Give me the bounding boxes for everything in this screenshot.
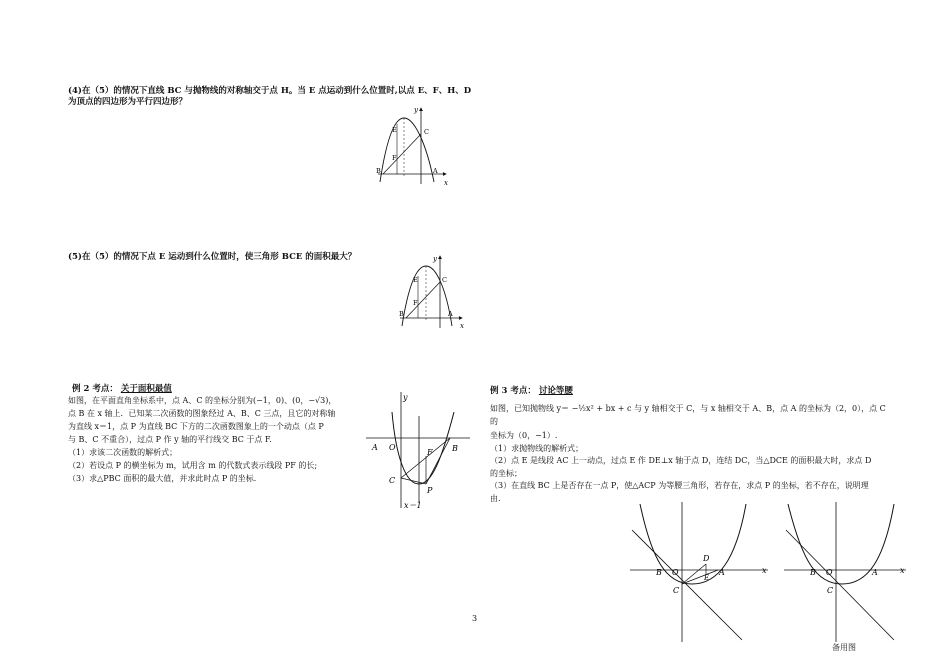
example-3-line: 的坐标；	[490, 468, 522, 478]
example-3-line: 如图，已知抛物线 y＝ −½x² + bx + c 与 y 轴相交于 C，与 x 轴相交于 A、B，点 A 的坐标为（2，0），点 C 的	[490, 404, 886, 426]
label-e: E	[413, 276, 418, 284]
line-bc	[632, 530, 742, 640]
label-f: F	[413, 299, 418, 307]
example-3-number: 例 3	[490, 386, 508, 396]
label-a: A	[872, 568, 878, 577]
example-3-body	[490, 403, 890, 505]
example-2-line: （1）求该二次函数的解析式；	[68, 448, 178, 457]
example-2-line: 与 B、C 不重合），过点 P 作 y 轴的平行线交 BC 于点 F.	[68, 435, 272, 444]
example-3-kp-label: 考点：	[510, 386, 536, 396]
label-y: y	[433, 255, 437, 263]
page-number: 3	[472, 614, 478, 623]
example-3-line: 坐标为（0，−1）.	[490, 431, 558, 440]
example-2-kp-label: 考点：	[92, 384, 118, 394]
label-x: x	[900, 566, 905, 575]
line-pb	[426, 438, 450, 484]
label-o: O	[389, 443, 396, 452]
example-3-title	[490, 386, 573, 397]
label-c: C	[424, 128, 429, 136]
label-a: A	[719, 568, 725, 577]
line-bc	[786, 530, 894, 640]
label-e: E	[392, 126, 397, 134]
label-c: C	[389, 476, 396, 485]
figure-example-3-spare	[780, 500, 910, 646]
label-b: B	[656, 568, 662, 577]
figure-example-3-main	[626, 500, 772, 646]
label-o: O	[826, 568, 833, 577]
label-axis-of-symmetry: x＝1	[404, 501, 422, 510]
label-b: B	[452, 444, 458, 453]
line-dc	[682, 564, 706, 584]
example-2-number: 例 2	[72, 384, 90, 394]
label-p: P	[427, 486, 433, 495]
question-5: (5)在（5）的情况下点 E 运动到什么位置时，使三角形 BCE 的面积最大？	[68, 252, 357, 262]
label-a: A	[433, 167, 438, 175]
label-y: y	[414, 106, 418, 114]
question-4-line-2: 为顶点的四边形为平行四边形？	[68, 97, 188, 107]
example-2-line: 如图，在平面直角坐标系中，点 A、C 的坐标分别为(−1，0)、(0，−√3)，	[68, 396, 337, 405]
label-x: x	[460, 322, 464, 330]
label-f: F	[392, 154, 397, 162]
label-o: O	[672, 568, 679, 577]
example-2-line: 为直线 x＝1，点 P 为直线 BC 下方的二次函数图象上的一个动点（点 P	[68, 422, 324, 431]
example-2-line: （2）若设点 P 的横坐标为 m，试用含 m 的代数式表示线段 PF 的长;	[68, 461, 318, 470]
label-b: B	[376, 167, 381, 175]
label-f: F	[427, 448, 433, 457]
label-d: D	[703, 554, 710, 563]
label-a: A	[372, 443, 378, 452]
parabola	[788, 504, 894, 584]
line-cp	[401, 478, 426, 484]
label-e: E	[704, 574, 710, 582]
label-b: B	[810, 568, 816, 577]
label-c: C	[827, 586, 834, 595]
example-2-line: 点 B 在 x 轴上．已知某二次函数的图象经过 A、B、C 三点，且它的对称轴	[68, 409, 336, 418]
example-2-line: （3）求△PBC 面积的最大值，并求此时点 P 的坐标.	[68, 474, 257, 483]
figure-parabola-2	[396, 252, 476, 332]
example-3-line: （2）点 E 是线段 AC 上一动点，过点 E 作 DE⊥x 轴于点 D，连结 DC，当△DCE 的面积最大时，求点 D	[490, 456, 872, 465]
line-bc	[401, 438, 450, 478]
example-2-topic: 关于面积最值	[120, 384, 172, 394]
example-3-line: 由.	[490, 493, 501, 503]
label-b: B	[399, 310, 404, 318]
label-c: C	[442, 276, 447, 284]
line-bc	[406, 282, 440, 318]
spare-figure-caption: 备用图	[832, 643, 856, 652]
label-a: A	[448, 310, 453, 318]
figure-parabola-1	[372, 102, 452, 188]
label-y: y	[403, 393, 408, 402]
line-ac	[682, 570, 718, 584]
example-3-topic: 讨论等腰	[538, 386, 573, 396]
label-x: x	[444, 179, 448, 187]
figure-example-2	[362, 388, 474, 512]
question-4-line-1: (4)在（5）的情况下直线 BC 与抛物线的对称轴交于点 H。当 E 点运动到什么位置时,以点 E、F、H、D	[68, 86, 472, 96]
example-3-line: （3）在直线 BC 上是否存在一点 P，使△ACP 为等腰三角形，若存在，求点 P 的坐标，若不存在，说明理	[490, 481, 869, 490]
example-3-line: （1）求抛物线的解析式；	[490, 443, 584, 453]
label-c: C	[673, 586, 680, 595]
example-2-body	[68, 394, 368, 485]
label-x: x	[762, 566, 767, 575]
